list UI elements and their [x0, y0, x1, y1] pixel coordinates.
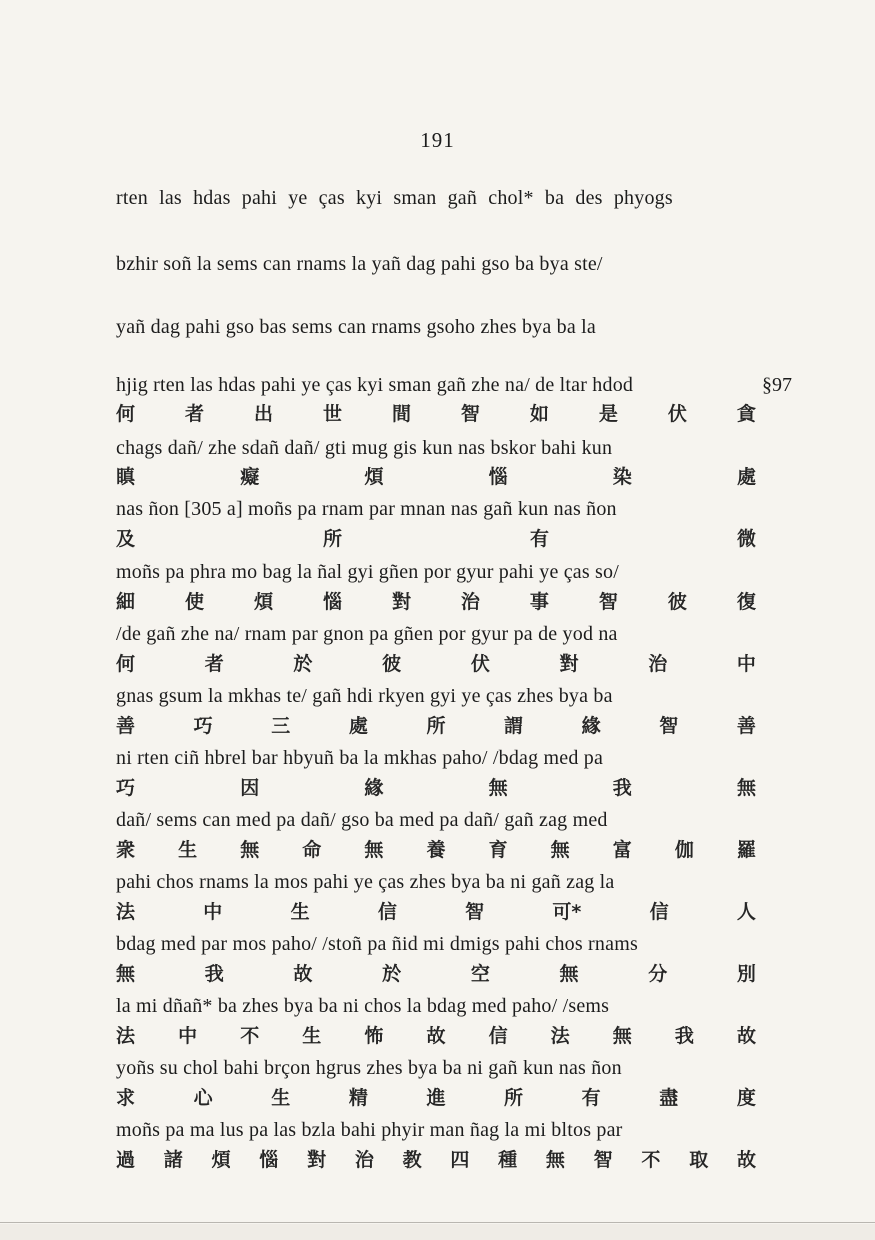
chinese-character: 復	[736, 591, 756, 613]
chinese-character: 教	[402, 1149, 422, 1171]
chinese-character: 法	[116, 1025, 136, 1047]
chinese-character: 煩	[211, 1149, 231, 1171]
chinese-character: 及	[116, 528, 136, 550]
chinese-character: 智	[598, 591, 618, 613]
transliteration-line: pahi chos rnams la mos pahi ye ças zhes bya ba ni gañ zag la	[116, 871, 615, 893]
chinese-character: 無	[550, 839, 570, 861]
chinese-character: 無	[116, 963, 136, 985]
chinese-character: 貪	[736, 403, 756, 425]
chinese-character: 治	[460, 591, 480, 613]
chinese-character: 羅	[736, 839, 756, 861]
chinese-character: 無	[488, 777, 508, 799]
chinese-character: 瞋	[116, 466, 136, 488]
chinese-character: 法	[550, 1025, 570, 1047]
bottom-scan-band	[0, 1224, 875, 1240]
chinese-character: 信	[649, 901, 669, 923]
chinese-character: 故	[736, 1149, 756, 1171]
chinese-character: 信	[377, 901, 397, 923]
transliteration-line: bdag med par mos paho/ /stoñ pa ñid mi dmigs pahi chos rnams	[116, 933, 638, 955]
chinese-character: 三	[271, 715, 291, 737]
chinese-character: 有	[581, 1087, 601, 1109]
chinese-character: 故	[426, 1025, 446, 1047]
chinese-character: 使	[184, 591, 204, 613]
transliteration-line: moñs pa phra mo bag la ñal gyi gñen por gyur pahi ye ças so/	[116, 561, 619, 583]
chinese-character: 者	[204, 653, 224, 675]
chinese-character: 衆	[116, 839, 136, 861]
chinese-character: 染	[612, 466, 632, 488]
chinese-character: 治	[354, 1149, 374, 1171]
chinese-character: 謂	[504, 715, 524, 737]
chinese-character: 智	[460, 403, 480, 425]
chinese-character: 煩	[364, 466, 384, 488]
chinese-gloss-line	[116, 527, 756, 551]
chinese-character: 度	[736, 1087, 756, 1109]
transliteration-line: moñs pa ma lus pa las bzla bahi phyir man ñag la mi bltos par	[116, 1119, 623, 1141]
chinese-character: 處	[348, 715, 368, 737]
chinese-character: 故	[736, 1025, 756, 1047]
chinese-character: 精	[348, 1087, 368, 1109]
chinese-character: 緣	[581, 715, 601, 737]
chinese-character: 惱	[259, 1149, 279, 1171]
chinese-character: 四	[450, 1149, 470, 1171]
chinese-character: 智	[465, 901, 485, 923]
chinese-character: 對	[391, 591, 411, 613]
chinese-character: 出	[253, 403, 273, 425]
chinese-character: 故	[293, 963, 313, 985]
chinese-character: 求	[116, 1087, 136, 1109]
transliteration-line: /de gañ zhe na/ rnam par gnon pa gñen por gyur pa de yod na	[116, 623, 618, 645]
chinese-character: 對	[559, 653, 579, 675]
chinese-character: 不	[240, 1025, 260, 1047]
chinese-gloss-line	[116, 776, 756, 800]
chinese-character: 中	[736, 653, 756, 675]
bottom-scan-edge	[0, 1222, 875, 1223]
chinese-character: 無	[545, 1149, 565, 1171]
chinese-gloss-line	[116, 714, 756, 738]
chinese-character: 心	[193, 1087, 213, 1109]
page-number: 191	[420, 128, 455, 152]
chinese-character: 別	[736, 963, 756, 985]
chinese-character: 所	[426, 715, 446, 737]
chinese-character: 微	[736, 528, 756, 550]
chinese-character: 對	[307, 1149, 327, 1171]
chinese-character: 因	[240, 777, 260, 799]
transliteration-line: yoñs su chol bahi brçon hgrus zhes bya ba ni gañ kun nas ñon	[116, 1057, 622, 1079]
chinese-character: 伽	[674, 839, 694, 861]
chinese-character: 何	[116, 653, 136, 675]
chinese-character: 惱	[488, 466, 508, 488]
chinese-character: 人	[736, 901, 756, 923]
chinese-character: 世	[322, 403, 342, 425]
chinese-character: 分	[648, 963, 668, 985]
transliteration-line: bzhir soñ la sems can rnams la yañ dag pahi gso ba bya ste/	[116, 253, 603, 275]
chinese-character: 生	[178, 839, 198, 861]
chinese-gloss-line	[116, 1086, 756, 1110]
chinese-character: 我	[612, 777, 632, 799]
chinese-character: 無	[612, 1025, 632, 1047]
chinese-character: 無	[240, 839, 260, 861]
chinese-character: 命	[302, 839, 322, 861]
chinese-character: 生	[271, 1087, 291, 1109]
chinese-character: 伏	[667, 403, 687, 425]
chinese-character: 所	[504, 1087, 524, 1109]
chinese-gloss-line	[116, 962, 756, 986]
chinese-character: 伏	[470, 653, 490, 675]
chinese-character: 如	[529, 403, 549, 425]
chinese-character: 怖	[364, 1025, 384, 1047]
chinese-character: 事	[529, 591, 549, 613]
chinese-gloss-line	[116, 838, 756, 862]
chinese-character: 諸	[163, 1149, 183, 1171]
chinese-character: 善	[736, 715, 756, 737]
chinese-character: 盡	[659, 1087, 679, 1109]
chinese-character: 處	[736, 466, 756, 488]
chinese-character: 無	[364, 839, 384, 861]
chinese-character: 育	[488, 839, 508, 861]
chinese-character: 不	[641, 1149, 661, 1171]
transliteration-line: dañ/ sems can med pa dañ/ gso ba med pa dañ/ gañ zag med	[116, 809, 608, 831]
chinese-character: 我	[674, 1025, 694, 1047]
chinese-character: 法	[116, 901, 136, 923]
transliteration-line: gnas gsum la mkhas te/ gañ hdi rkyen gyi ye ças zhes bya ba	[116, 685, 613, 707]
chinese-character: 細	[116, 591, 136, 613]
transliteration-line: hjig rten las hdas pahi ye ças kyi sman gañ zhe na/ de ltar hdod	[116, 374, 634, 396]
chinese-gloss-line	[116, 465, 756, 489]
transliteration-line: la mi dñañ* ba zhes bya ba ni chos la bdag med paho/ /sems	[116, 995, 610, 1017]
chinese-character: 治	[648, 653, 668, 675]
chinese-gloss-line	[116, 900, 756, 924]
chinese-gloss-line	[116, 590, 756, 614]
chinese-character: 無	[559, 963, 579, 985]
chinese-character: 進	[426, 1087, 446, 1109]
chinese-character: 富	[612, 839, 632, 861]
chinese-character: 惱	[322, 591, 342, 613]
chinese-character: 生	[302, 1025, 322, 1047]
transliteration-line: chags dañ/ zhe sdañ dañ/ gti mug gis kun nas bskor bahi kun	[116, 437, 613, 459]
transliteration-line: rten las hdas pahi ye ças kyi sman gañ chol* ba des phyogs	[116, 187, 673, 209]
chinese-gloss-line	[116, 402, 756, 426]
chinese-gloss-line	[116, 1148, 756, 1172]
chinese-character: 煩	[253, 591, 273, 613]
section-reference: §97	[762, 374, 792, 396]
chinese-gloss-line	[116, 652, 756, 676]
chinese-character: 癡	[240, 466, 260, 488]
chinese-character: 巧	[116, 777, 136, 799]
transliteration-line: ni rten ciñ hbrel bar hbyuñ ba la mkhas paho/ /bdag med pa	[116, 747, 604, 769]
chinese-character: 過	[116, 1149, 136, 1171]
chinese-character: 善	[116, 715, 136, 737]
chinese-character: 可*	[552, 901, 582, 923]
chinese-character: 者	[184, 403, 204, 425]
chinese-character: 中	[203, 901, 223, 923]
chinese-character: 空	[470, 963, 490, 985]
chinese-character: 何	[116, 403, 136, 425]
chinese-character: 所	[322, 528, 342, 550]
chinese-character: 中	[178, 1025, 198, 1047]
chinese-gloss-line	[116, 1024, 756, 1048]
transliteration-line: yañ dag pahi gso bas sems can rnams gsoho zhes bya ba la	[116, 316, 596, 338]
chinese-character: 養	[426, 839, 446, 861]
chinese-character: 取	[689, 1149, 709, 1171]
chinese-character: 是	[598, 403, 618, 425]
chinese-character: 智	[659, 715, 679, 737]
transliteration-line: nas ñon [305 a] moñs pa rnam par mnan nas gañ kun nas ñon	[116, 498, 617, 520]
chinese-character: 間	[391, 403, 411, 425]
chinese-character: 我	[204, 963, 224, 985]
chinese-character: 於	[293, 653, 313, 675]
chinese-character: 於	[382, 963, 402, 985]
chinese-character: 無	[736, 777, 756, 799]
chinese-character: 有	[529, 528, 549, 550]
chinese-character: 種	[498, 1149, 518, 1171]
chinese-character: 彼	[667, 591, 687, 613]
chinese-character: 巧	[193, 715, 213, 737]
chinese-character: 信	[488, 1025, 508, 1047]
chinese-character: 彼	[382, 653, 402, 675]
chinese-character: 生	[290, 901, 310, 923]
chinese-character: 緣	[364, 777, 384, 799]
chinese-character: 智	[593, 1149, 613, 1171]
